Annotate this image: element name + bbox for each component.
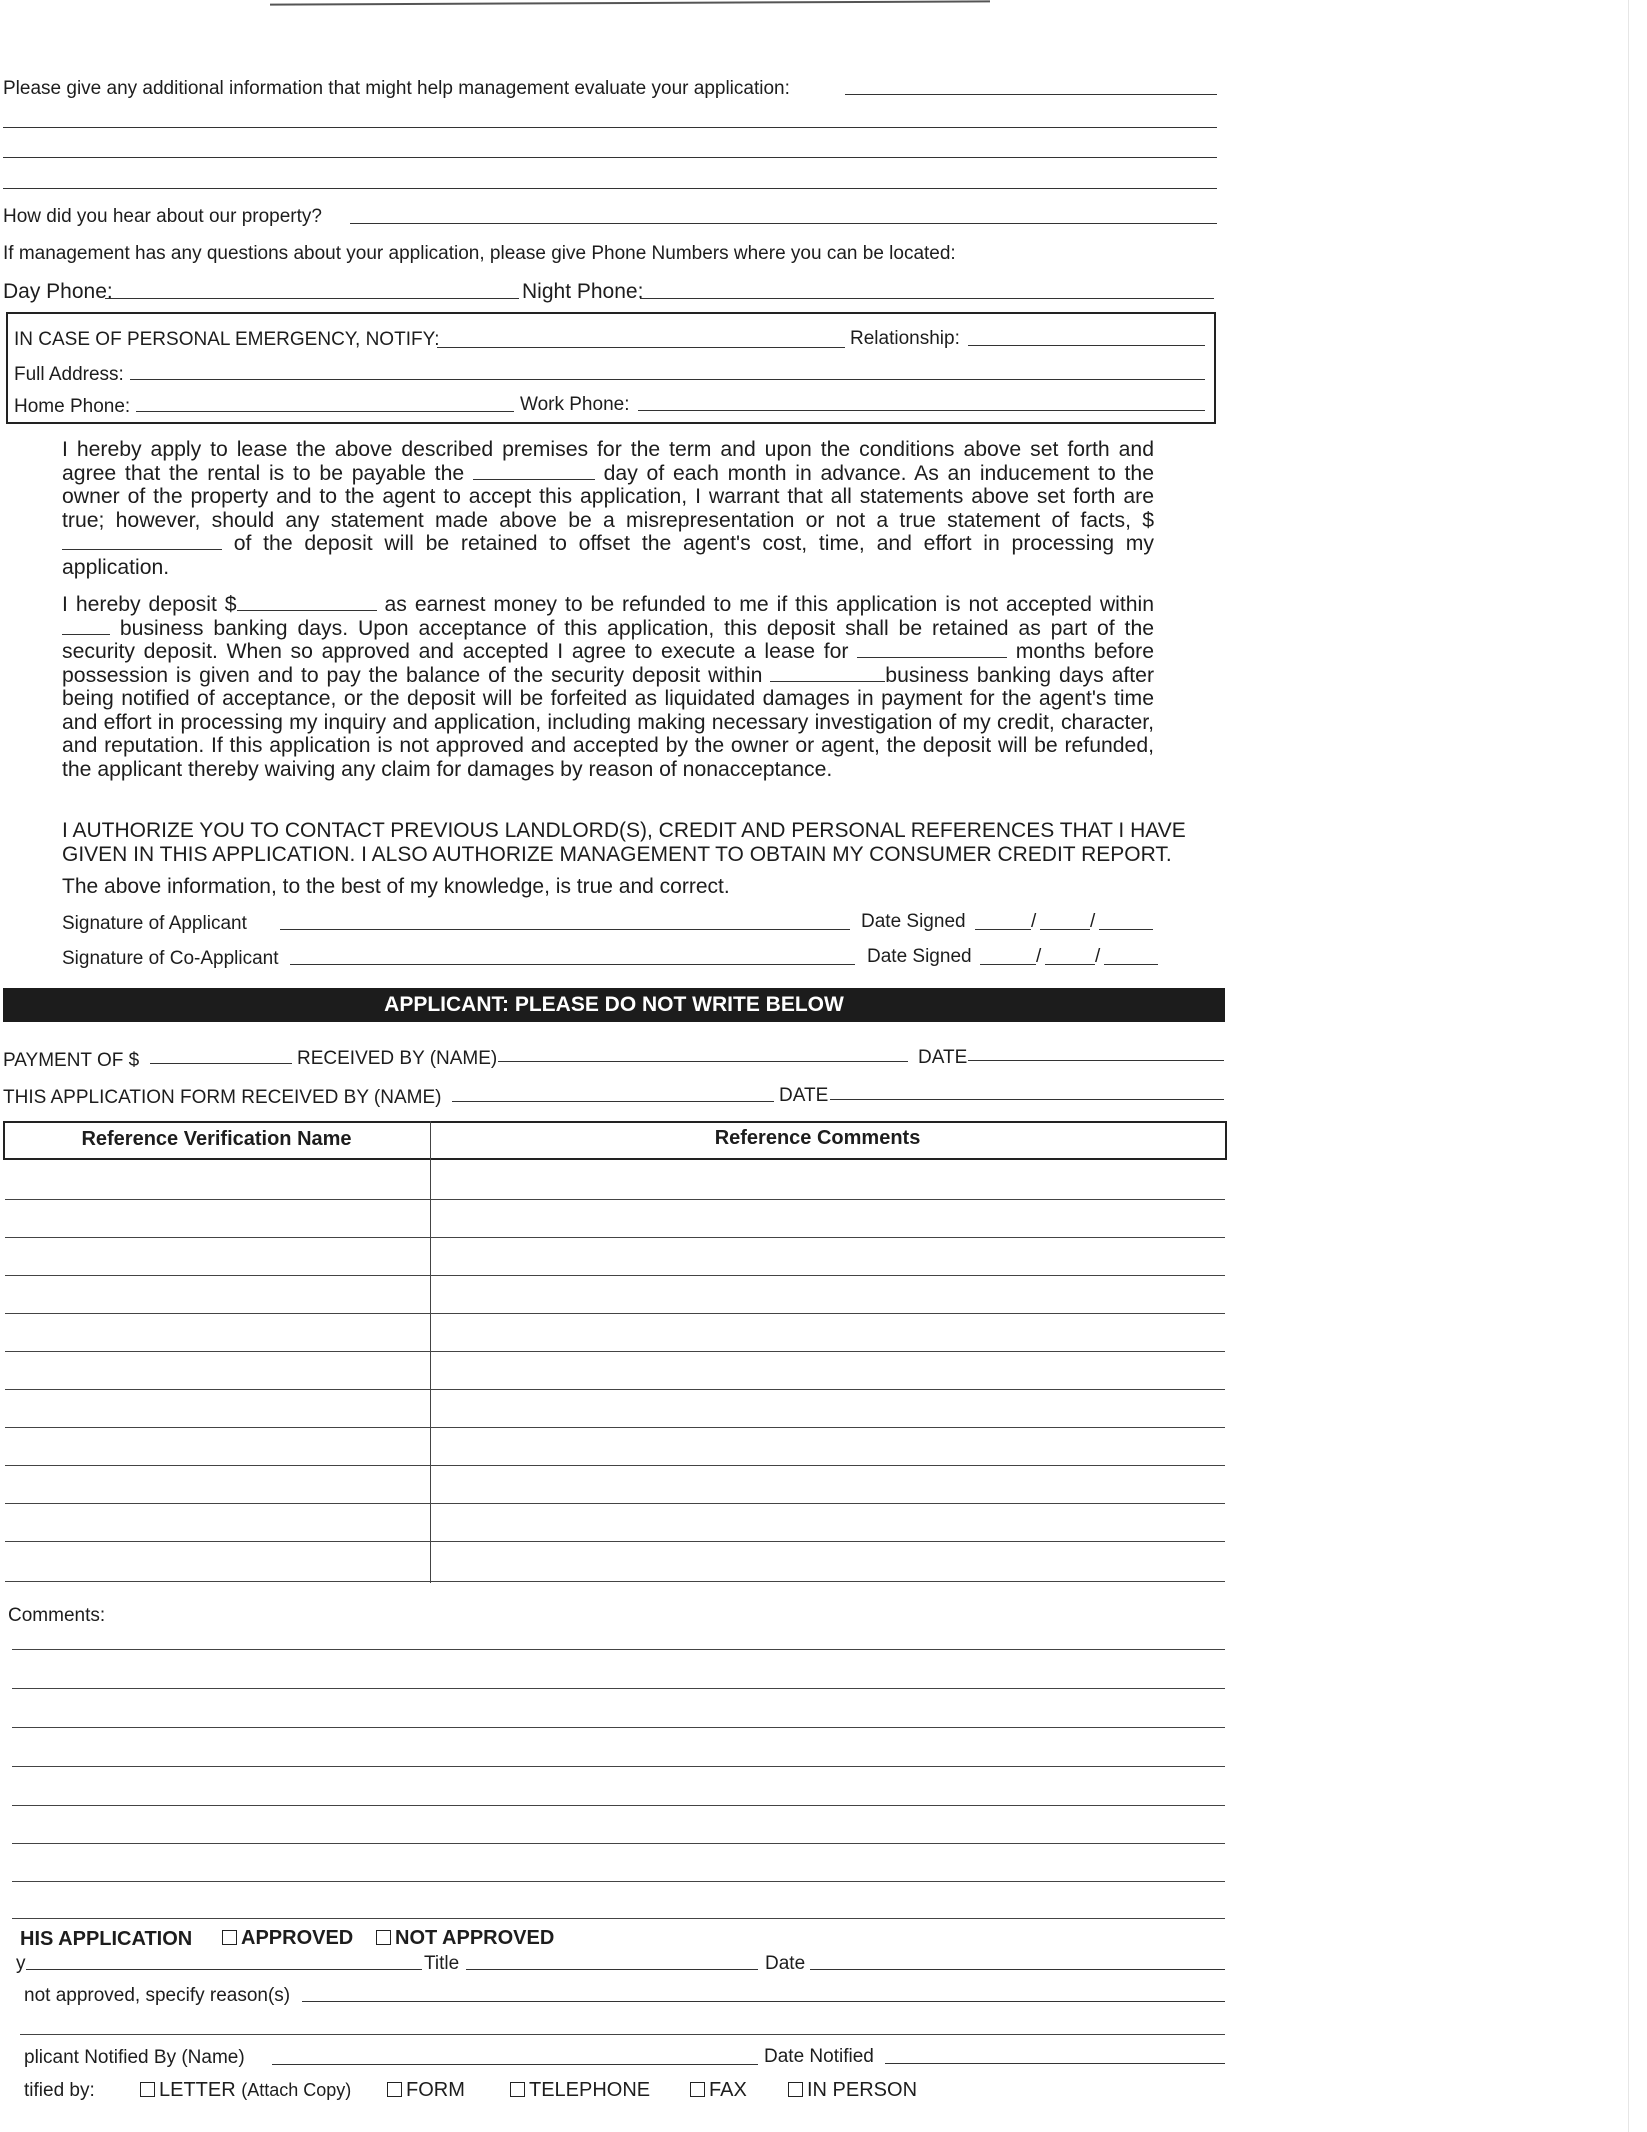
- lease-terms-text-3: of the deposit will be retained to offset the agent's cost, time, and effort in processing my application.: [62, 532, 1154, 579]
- retained-amount-field[interactable]: [62, 533, 222, 550]
- reference-row-line[interactable]: [5, 1351, 1225, 1352]
- reason-label: not approved, specify reason(s): [24, 1985, 291, 2006]
- comments-line[interactable]: [12, 1843, 1225, 1844]
- night-phone-label: Night Phone:: [522, 280, 644, 303]
- approved-label: APPROVED: [241, 1927, 354, 1949]
- form-received-date-field[interactable]: [830, 1099, 1224, 1100]
- full-address-label: Full Address:: [14, 364, 124, 385]
- telephone-checkbox[interactable]: [510, 2082, 525, 2097]
- reference-row-line[interactable]: [5, 1427, 1225, 1428]
- co-applicant-signature-label: Signature of Co-Applicant: [62, 948, 279, 969]
- deposit-text-1: I hereby deposit $: [62, 593, 237, 616]
- approved-option[interactable]: [222, 1927, 353, 1950]
- notified-by-name-label: plicant Notified By (Name): [24, 2047, 245, 2068]
- letter-checkbox[interactable]: [140, 2082, 155, 2097]
- deposit-text-3: business banking days. Upon acceptance of this application, this deposit shall be retained as part of the security deposit. When so approved and accepted I agree to execute a lease for: [62, 616, 1155, 663]
- reference-column-divider: [430, 1121, 431, 1583]
- form-checkbox[interactable]: [387, 2082, 402, 2097]
- payment-label: PAYMENT OF $: [3, 1050, 140, 1071]
- reference-row-line[interactable]: [5, 1275, 1225, 1276]
- scan-edge-line: [270, 0, 990, 5]
- additional-info-field[interactable]: [845, 94, 1217, 95]
- co-date-signed-month[interactable]: [980, 964, 1036, 965]
- not-approved-label: NOT APPROVED: [395, 1927, 555, 1949]
- comments-label: Comments:: [8, 1605, 106, 1626]
- reference-row-line[interactable]: [5, 1465, 1225, 1466]
- co-date-signed-label: Date Signed: [867, 946, 972, 967]
- additional-info-line-2[interactable]: [3, 127, 1217, 128]
- deposit-text-5: business banking days after being notified of acceptance, or the deposit will be forfeited as liquidated damages in payment for the agent's time and effort in processing my inquiry and application, including making necessary investigation of my credit, character, and reputation. If this application is not approved and accepted by the owner or agent, the deposit will be refunded, the applicant thereby waiving any claim for damages by reason of nonacceptance.: [62, 663, 1155, 781]
- payment-amount-field[interactable]: [150, 1063, 292, 1064]
- in-person-option[interactable]: [788, 2079, 917, 2102]
- fax-checkbox[interactable]: [690, 2082, 705, 2097]
- questions-label: If management has any questions about your application, please give Phone Numbers where you can be located:: [3, 243, 956, 264]
- refund-days-field[interactable]: [62, 618, 110, 635]
- co-date-signed-slash-2: /: [1095, 946, 1101, 967]
- additional-info-line-4[interactable]: [3, 188, 1217, 189]
- approved-checkbox[interactable]: [222, 1930, 237, 1945]
- payment-date-label: DATE: [918, 1047, 968, 1068]
- co-date-signed-day[interactable]: [1045, 964, 1095, 965]
- true-correct-statement: The above information, to the best of my knowledge, is true and correct.: [62, 875, 730, 898]
- letter-option[interactable]: [140, 2079, 351, 2102]
- office-use-banner: APPLICANT: PLEASE DO NOT WRITE BELOW: [3, 988, 1225, 1022]
- full-address-field[interactable]: [130, 379, 1205, 380]
- reason-line-2[interactable]: [20, 2034, 1225, 2035]
- scan-right-edge: [1628, 0, 1629, 2132]
- date-signed-slash-2: /: [1090, 911, 1096, 932]
- reference-comments-header: Reference Comments: [714, 1127, 921, 1149]
- applicant-signature-label: Signature of Applicant: [62, 913, 247, 934]
- relationship-field[interactable]: [968, 345, 1205, 346]
- deposit-text-2: as earnest money to be refunded to me if this application is not accepted within: [384, 593, 1154, 616]
- date-signed-day[interactable]: [1040, 929, 1090, 930]
- additional-info-label: Please give any additional information that might help management evaluate your application:: [3, 78, 790, 99]
- hear-about-field[interactable]: [350, 223, 1217, 224]
- telephone-option[interactable]: [510, 2079, 650, 2102]
- letter-label: LETTER: [159, 2079, 236, 2101]
- fax-option[interactable]: [690, 2079, 747, 2102]
- relationship-label: Relationship:: [850, 328, 960, 349]
- comments-line[interactable]: [12, 1805, 1225, 1806]
- received-by-field[interactable]: [498, 1061, 908, 1062]
- notified-by-name-field[interactable]: [272, 2064, 758, 2065]
- reference-row-line[interactable]: [5, 1313, 1225, 1314]
- title-field[interactable]: [466, 1969, 758, 1970]
- letter-note: (Attach Copy): [241, 2080, 352, 2100]
- day-phone-field[interactable]: [105, 298, 519, 299]
- fax-label: FAX: [709, 2079, 747, 2101]
- additional-info-line-3[interactable]: [3, 157, 1217, 158]
- form-received-label: THIS APPLICATION FORM RECEIVED BY (NAME): [3, 1087, 442, 1108]
- co-date-signed-slash-1: /: [1036, 946, 1042, 967]
- day-phone-label: Day Phone:: [3, 280, 113, 303]
- home-phone-field[interactable]: [136, 411, 514, 412]
- comments-line[interactable]: [12, 1727, 1225, 1728]
- date-signed-label: Date Signed: [861, 911, 966, 932]
- in-person-label: IN PERSON: [807, 2079, 918, 2101]
- reference-row-line[interactable]: [5, 1581, 1225, 1582]
- date-notified-label: Date Notified: [764, 2046, 874, 2067]
- emergency-notify-field[interactable]: [437, 347, 845, 348]
- reference-row-line[interactable]: [5, 1389, 1225, 1390]
- work-phone-label: Work Phone:: [520, 394, 630, 415]
- comments-line[interactable]: [12, 1688, 1225, 1689]
- form-label: FORM: [406, 2079, 465, 2101]
- emergency-notify-label: IN CASE OF PERSONAL EMERGENCY, NOTIFY:: [14, 329, 440, 350]
- reference-row-line[interactable]: [5, 1503, 1225, 1504]
- home-phone-label: Home Phone:: [14, 396, 131, 417]
- authorize-line-1: I AUTHORIZE YOU TO CONTACT PREVIOUS LANDLORD(S), CREDIT AND PERSONAL REFERENCES THAT I HAVE: [62, 819, 1186, 842]
- date-signed-year[interactable]: [1099, 929, 1153, 930]
- reason-field[interactable]: [302, 2001, 1225, 2002]
- date-signed-slash-1: /: [1031, 911, 1037, 932]
- lease-months-field[interactable]: [857, 641, 1007, 658]
- payment-date-field[interactable]: [968, 1060, 1224, 1061]
- lease-terms-text-2: day of each month in advance. As an inducement to the owner of the property and to the agent to accept this application, I warrant that all statements above set forth are true; however, should any statement made above be a misrepresentation or not a true statement of facts, $: [62, 461, 1154, 532]
- lease-terms-text-1: I hereby apply to lease the above described premises for the term and upon the conditions above set forth and agree that the rental is to be payable the: [62, 438, 1154, 485]
- hear-about-label: How did you hear about our property?: [3, 206, 322, 227]
- co-applicant-signature-field[interactable]: [290, 964, 855, 965]
- title-label: Title: [424, 1953, 460, 1974]
- rent-due-day-field[interactable]: [473, 463, 595, 480]
- date-notified-field[interactable]: [885, 2063, 1225, 2064]
- deposit-text-4: months before possession is given and to pay the balance of the security deposit within: [62, 640, 1154, 687]
- decision-date-field[interactable]: [810, 1969, 1225, 1970]
- night-phone-field[interactable]: [640, 298, 1214, 299]
- telephone-label: TELEPHONE: [529, 2079, 651, 2101]
- in-person-checkbox[interactable]: [788, 2082, 803, 2097]
- not-approved-checkbox[interactable]: [376, 1930, 391, 1945]
- comments-line[interactable]: [12, 1918, 1225, 1919]
- received-by-label: RECEIVED BY (NAME): [297, 1048, 498, 1069]
- work-phone-field[interactable]: [638, 410, 1205, 411]
- comments-line[interactable]: [12, 1649, 1225, 1650]
- reference-row-line[interactable]: [5, 1237, 1225, 1238]
- not-approved-option[interactable]: [376, 1927, 554, 1950]
- comments-line[interactable]: [12, 1881, 1225, 1882]
- decision-date-label: Date: [765, 1953, 806, 1974]
- reference-row-line[interactable]: [5, 1199, 1225, 1200]
- deposit-amount-field[interactable]: [237, 594, 377, 611]
- notified-by-label: tified by:: [24, 2080, 95, 2101]
- date-signed-month[interactable]: [975, 929, 1031, 930]
- co-date-signed-year[interactable]: [1104, 964, 1158, 965]
- by-label: y: [16, 1953, 26, 1974]
- authorize-line-2: GIVEN IN THIS APPLICATION. I ALSO AUTHORIZE MANAGEMENT TO OBTAIN MY CONSUMER CREDIT REPORT.: [62, 843, 1172, 866]
- comments-line[interactable]: [12, 1766, 1225, 1767]
- deposit-paragraph: [62, 593, 1154, 781]
- form-option[interactable]: [387, 2079, 465, 2102]
- applicant-signature-field[interactable]: [280, 929, 850, 930]
- this-application-label: HIS APPLICATION: [20, 1928, 193, 1950]
- form-received-field[interactable]: [452, 1101, 774, 1102]
- reference-name-header: Reference Verification Name: [81, 1128, 352, 1150]
- lease-terms-paragraph: [62, 438, 1154, 579]
- form-received-date-label: DATE: [779, 1085, 829, 1106]
- by-field[interactable]: [26, 1969, 422, 1970]
- balance-days-field[interactable]: [770, 665, 885, 682]
- reference-row-line[interactable]: [5, 1541, 1225, 1542]
